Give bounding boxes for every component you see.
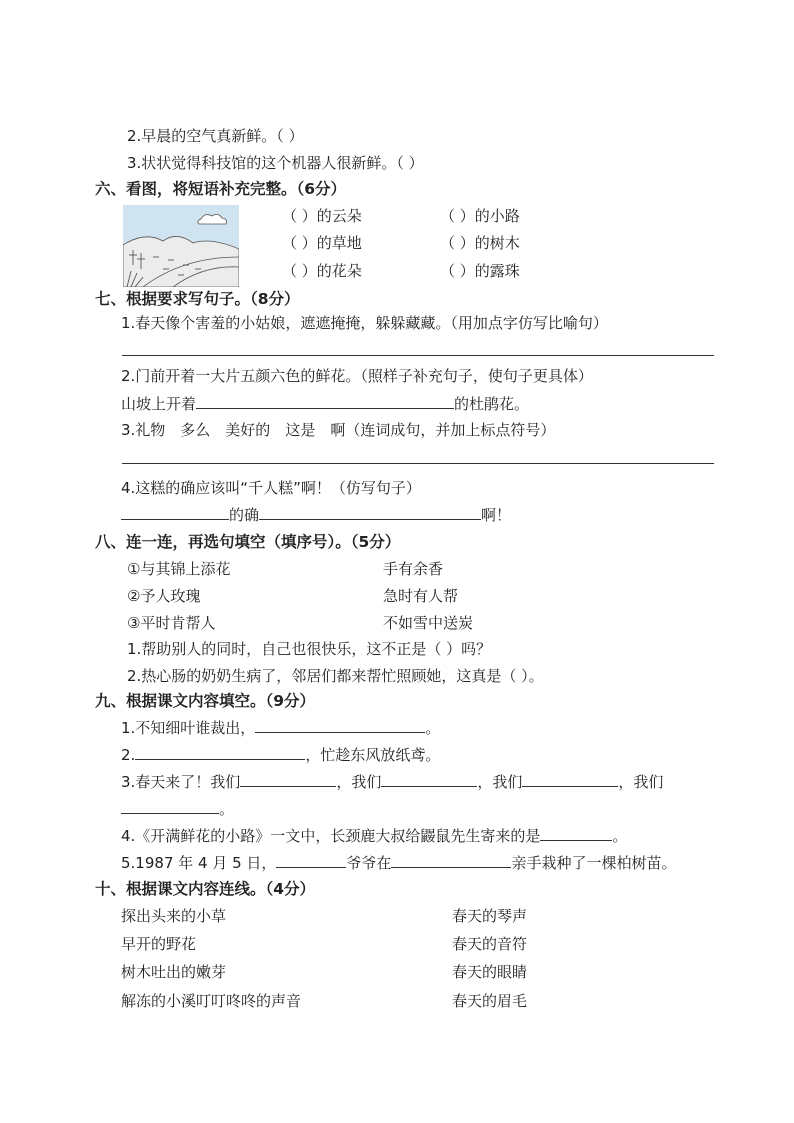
q6-heading: 六、看图，将短语补充完整。（6分） (95, 180, 347, 198)
q7-item-4-blank-2[interactable] (259, 505, 481, 520)
q7-item-4-blank-1[interactable] (121, 505, 229, 520)
q9-item-4 (121, 826, 627, 846)
q8-left-item[interactable]: ②予人玫瑰 (127, 587, 201, 605)
q8-right-item[interactable]: 手有余香 (383, 560, 444, 578)
q9-item-3 (121, 772, 663, 792)
q6-phrase: （ ）的草地 (282, 234, 362, 252)
q7-item-3: 3.礼物 多么 美好的 这是 啊（连词成句，并加上标点符号） (121, 421, 556, 439)
q9-item-1 (121, 718, 440, 738)
q6-phrase: （ ）的树木 (440, 234, 520, 252)
q7-item-2-blank[interactable] (196, 394, 454, 409)
q10-right-item[interactable]: 春天的眉毛 (452, 992, 528, 1010)
q10-right-item[interactable]: 春天的音符 (452, 935, 528, 953)
q9-item-1-end: 。 (425, 719, 441, 737)
q9-item-5 (121, 853, 676, 873)
q7-item-4-end: 啊！ (481, 506, 512, 524)
q10-left-item[interactable]: 解冻的小溪叮叮咚咚的声音 (121, 992, 302, 1010)
q9-item-2-end: ，忙趁东风放纸鸢。 (305, 746, 441, 764)
q7-item-2-prefix: 山坡上开着 (121, 395, 197, 413)
q10-left-item[interactable]: 早开的野花 (121, 935, 197, 953)
q9-item-1-text: 1.不知细叶谁裁出， (121, 719, 256, 737)
q9-item-3-sep-2: ，我们 (477, 773, 523, 791)
q7-item-2-fill (121, 394, 529, 414)
q7-answer-line-1[interactable] (122, 355, 714, 356)
q9-item-5-text: 5.1987 年 4 月 5 日， (121, 854, 277, 872)
q8-right-item[interactable]: 急时有人帮 (383, 587, 459, 605)
q8-right-item[interactable]: 不如雪中送炭 (383, 614, 474, 632)
q9-item-3-text: 3.春天来了！我们 (121, 773, 241, 791)
q9-item-4-text: 4.《开满鲜花的小路》一文中，长颈鹿大叔给鼹鼠先生寄来的是 (121, 827, 541, 845)
q5-item-3: 3.状状觉得科技馆的这个机器人很新鲜。（ ） (127, 154, 424, 172)
q9-item-3-end: ，我们 (618, 773, 664, 791)
q7-item-2: 2.门前开着一大片五颜六色的鲜花。（照样子补充句子，使句子更具体） (121, 367, 593, 385)
q9-item-2-blank[interactable] (135, 745, 305, 760)
q8-left-item[interactable]: ①与其锦上添花 (127, 560, 231, 578)
q9-item-3-blank-4[interactable] (121, 799, 219, 814)
q9-item-3-blank-1[interactable] (240, 772, 336, 787)
q6-phrase: （ ）的露珠 (440, 262, 520, 280)
q8-left-item[interactable]: ③平时肯帮人 (127, 614, 216, 632)
q9-item-4-end: 。 (612, 827, 628, 845)
q9-item-4-blank[interactable] (540, 826, 612, 841)
q7-item-1: 1.春天像个害羞的小姑娘，遮遮掩掩，躲躲藏藏。（用加点字仿写比喻句） (121, 314, 608, 332)
q7-item-4: 4.这糕的确应该叫“千人糕”啊！（仿写句子） (121, 479, 421, 497)
q9-item-3-blank-3[interactable] (522, 772, 618, 787)
q9-item-5-end: 亲手栽种了一棵柏树苗。 (511, 854, 677, 872)
landscape-illustration-svg (123, 205, 239, 287)
q8-fill-item-1: 1.帮助别人的同时，自己也很快乐，这不正是（ ）吗？ (127, 640, 492, 658)
q8-fill-item-2: 2.热心肠的奶奶生病了，邻居们都来帮忙照顾她，这真是（ ）。 (127, 667, 544, 685)
q9-item-3-cont (121, 799, 234, 819)
q9-item-2 (121, 745, 440, 765)
q10-left-item[interactable]: 探出头来的小草 (121, 907, 227, 925)
q10-heading: 十、根据课文内容连线。（4分） (95, 880, 316, 898)
landscape-illustration (123, 205, 239, 287)
q7-heading: 七、根据要求写句子。（8分） (95, 290, 300, 308)
q6-phrase: （ ）的云朵 (282, 207, 362, 225)
q10-right-item[interactable]: 春天的琴声 (452, 907, 528, 925)
q8-heading: 八、连一连，再选句填空（填序号）。（5分） (95, 533, 401, 551)
q10-right-item[interactable]: 春天的眼睛 (452, 963, 528, 981)
q6-phrase: （ ）的小路 (440, 207, 520, 225)
q9-item-5-blank-2[interactable] (391, 853, 511, 868)
q7-answer-line-3[interactable] (122, 463, 714, 464)
q6-phrase: （ ）的花朵 (282, 262, 362, 280)
q9-heading: 九、根据课文内容填空。（9分） (95, 692, 316, 710)
q7-item-4-fill (121, 505, 511, 525)
q9-item-5-blank-1[interactable] (276, 853, 346, 868)
q7-item-4-mid: 的确 (229, 506, 260, 524)
q9-item-3-sep: ，我们 (336, 773, 382, 791)
q9-item-3-tail: 。 (219, 800, 235, 818)
q9-item-1-blank[interactable] (255, 718, 425, 733)
q9-item-5-mid: 爷爷在 (346, 854, 392, 872)
q5-item-2: 2.早晨的空气真新鲜。（ ） (127, 127, 304, 145)
q9-item-2-text: 2. (121, 746, 136, 764)
q10-left-item[interactable]: 树木吐出的嫩芽 (121, 963, 227, 981)
q9-item-3-blank-2[interactable] (381, 772, 477, 787)
q7-item-2-suffix: 的杜鹃花。 (454, 395, 530, 413)
